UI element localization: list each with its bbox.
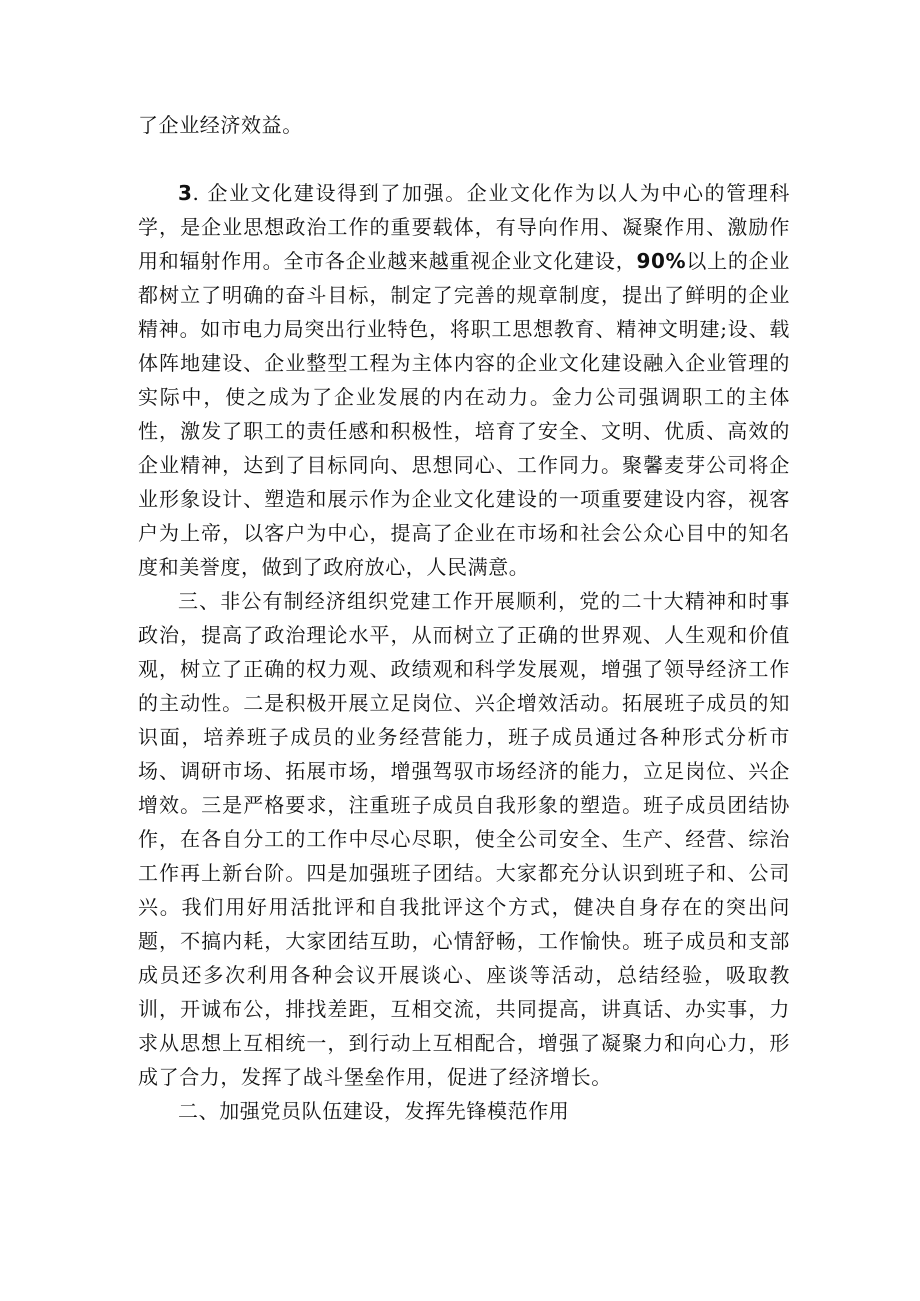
item-number: 3 [178, 181, 193, 205]
paragraph-non-public-party-building: 三、非公有制经济组织党建工作开展顺利，党的二十大精神和时事政治，提高了政治理论水平，从而树立了正确的世界观、人生观和价值观，树立了正确的权力观、政绩观和科学发展观，增强了领导经济工作的主动性。二是积极开展立足岗位、兴企增效活动。拓展班子成员的知识面，培养班子成员的业务经营能力，班子成员通过各种形式分析市场、调研市场、拓展市场，增强驾驭市场经济的能力，立足岗位、兴企增效。三是严格要求，注重班子成员自我形象的塑造。班子成员团结协作，在各自分工的工作中尽心尽职，使全公司安全、生产、经营、综治工作再上新台阶。四是加强班子团结。大家都充分认识到班子和、公司兴。我们用好用活批评和自我批评这个方式，健决自身存在的突出问题，不搞内耗，大家团结互助，心情舒畅，工作愉快。班子成员和支部成员还多次利用各种会议开展谈心、座谈等活动，总结经验，吸取教训，开诚布公，排找差距，互相交流，共同提高，讲真话、办实事，力求从思想上互相统一，到行动上互相配合，增强了凝聚力和向心力，形成了合力，发挥了战斗堡垒作用，促进了经济增长。 [138, 589, 790, 1089]
percentage-value: 90% [636, 249, 687, 273]
paragraph-text-a: . 企业文化建设得到了加强。企业文化作为以人为中心的管理科学，是企业思想政治工作的重要载体，有导向作用、凝聚作用、激励作用和辐射作用。全市各企业越来越重视企业文化建设， [138, 181, 790, 273]
paragraph-corporate-culture [138, 176, 790, 584]
section-heading: 二、加强党员队伍建设，发挥先锋模范作用 [178, 1099, 570, 1123]
paragraph-continuation: 了企业经济效益。 [138, 113, 303, 137]
paragraph-text-b: 以上的企业都树立了明确的奋斗目标，制定了完善的规章制度，提出了鲜明的企业精神。如市电力局突出行业特色，将职工思想教育、精神文明建;设、载体阵地建设、企业整型工程为主体内容的企业文化建设融入企业管理的实际中，使之成为了企业发展的内在动力。金力公司强调职工的主体性，激发了职工的责任感和积极性，培育了安全、文明、优质、高效的企业精神，达到了目标同向、思想同心、工作同力。聚馨麦芽公司将企业形象设计、塑造和展示作为企业文化建设的一项重要建设内容，视客户为上帝，以客户为中心，提高了企业在市场和社会公众心目中的知名度和美誉度，做到了政府放心，人民满意。 [138, 249, 791, 579]
